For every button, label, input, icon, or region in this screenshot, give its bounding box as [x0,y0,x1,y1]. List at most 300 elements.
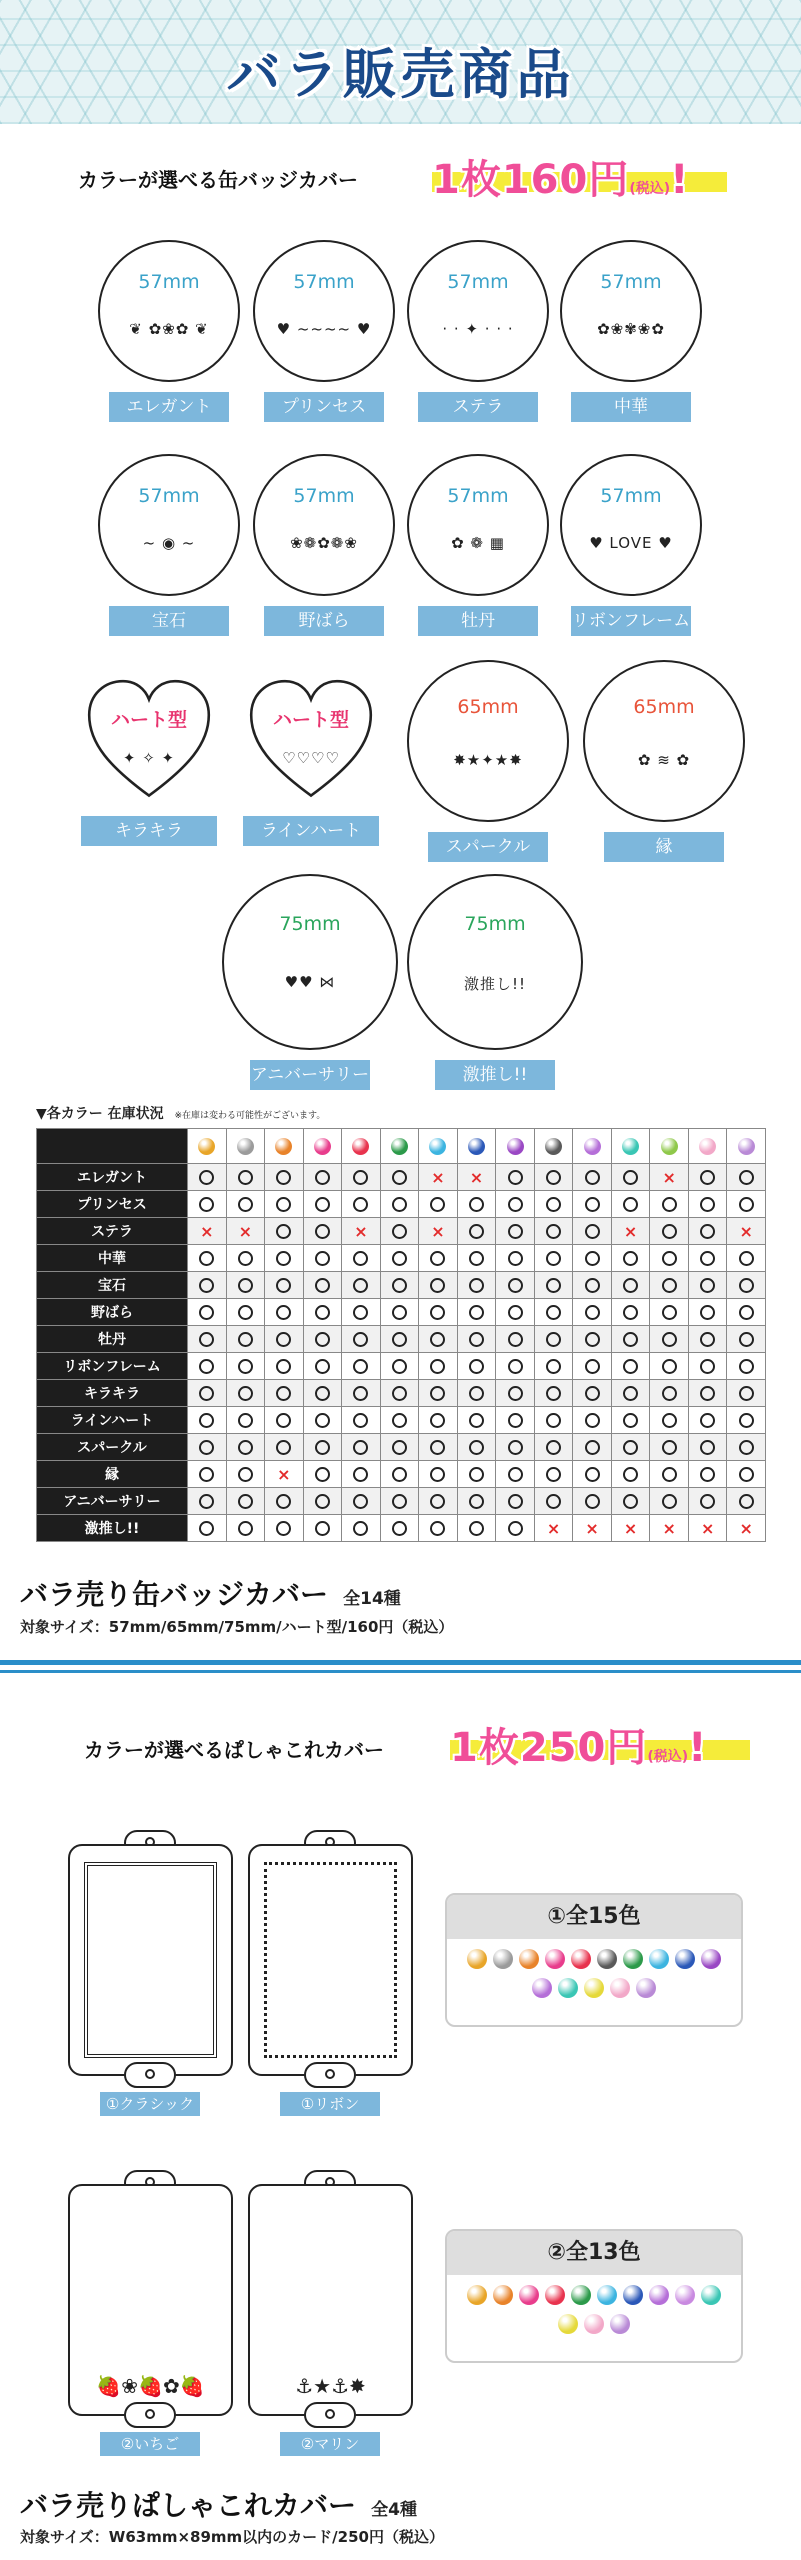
stock-cell [573,1380,612,1407]
badge-decoration-icon: ❀❁✿❁❀ [290,534,358,552]
stock-cell [226,1488,265,1515]
in-stock-icon [469,1467,484,1482]
color-header-cell [727,1129,766,1164]
stock-cell [419,1380,458,1407]
badge-decoration-icon: ♡♡♡♡ [282,749,340,767]
card-frame [68,1844,233,2076]
badge-size-text: ハート型 [272,709,349,731]
card-cover-item[interactable] [248,1830,413,2090]
in-stock-icon [546,1386,561,1401]
color-dot-icon [558,2314,578,2334]
badge-label: 縁 [604,832,724,862]
card-hole-icon [304,2062,356,2088]
stock-cell [419,1299,458,1326]
stock-cell [419,1434,458,1461]
stock-cell [342,1488,381,1515]
out-of-stock-icon: × [662,1518,676,1538]
in-stock-icon [315,1197,330,1212]
badge-item[interactable] [253,454,395,596]
in-stock-icon [430,1197,445,1212]
in-stock-icon [199,1251,214,1266]
in-stock-icon [276,1170,291,1185]
in-stock-icon [430,1467,445,1482]
color-group-1-title: ①全15色 [447,1895,741,1939]
in-stock-icon [353,1467,368,1482]
row-name: リボンフレーム [37,1353,188,1380]
in-stock-icon [739,1359,754,1374]
stock-cell [380,1353,419,1380]
in-stock-icon [430,1332,445,1347]
circle-badge-shape [407,660,569,822]
in-stock-icon [700,1413,715,1428]
stock-cell [303,1353,342,1380]
badge-decoration-icon: ✿ ≋ ✿ [637,751,691,769]
table-row [37,1353,766,1380]
circle-badge-shape [407,454,549,596]
badge-size-text: 57mm [447,485,509,507]
stock-cell [342,1515,381,1542]
stock-cell [380,1299,419,1326]
in-stock-icon [430,1440,445,1455]
in-stock-icon [276,1359,291,1374]
in-stock-icon [585,1278,600,1293]
card-cover-item[interactable] [248,2170,413,2430]
in-stock-icon [508,1305,523,1320]
stock-cell [534,1326,573,1353]
in-stock-icon [353,1305,368,1320]
stock-cell [303,1299,342,1326]
in-stock-icon [199,1386,214,1401]
stock-cell [688,1353,727,1380]
in-stock-icon [392,1305,407,1320]
in-stock-icon [238,1332,253,1347]
in-stock-icon [276,1197,291,1212]
stock-cell [611,1299,650,1326]
stock-cell [419,1326,458,1353]
badge-decoration-icon: ~ ◉ ~ [142,534,196,552]
in-stock-icon [623,1359,638,1374]
in-stock-icon [199,1413,214,1428]
in-stock-icon [315,1521,330,1536]
stock-cell [380,1488,419,1515]
color-dot-icon [519,2285,539,2305]
stock-cell [650,1191,689,1218]
in-stock-icon [315,1467,330,1482]
card-cover-item[interactable] [68,2170,233,2430]
stock-cell [226,1191,265,1218]
stock-cell [265,1272,304,1299]
in-stock-icon [353,1278,368,1293]
color-group-2-swatches [447,2275,741,2353]
stock-cell [188,1218,227,1245]
stock-cell [688,1488,727,1515]
stock-cell [303,1515,342,1542]
in-stock-icon [430,1305,445,1320]
stock-cell [303,1461,342,1488]
badge-size-text: 57mm [138,271,200,293]
badge-price-banner [432,148,727,203]
stock-cell [534,1353,573,1380]
badge-section-heading: カラーが選べる缶バッジカバー [78,168,358,192]
stock-cell [650,1380,689,1407]
badge-decoration-icon: ♥ LOVE ♥ [589,534,673,552]
stock-heading-text: ▼各カラー 在庫状況 [36,1106,164,1122]
in-stock-icon [508,1224,523,1239]
badge-item[interactable] [246,676,376,806]
stock-cell [688,1245,727,1272]
color-dot-icon [597,2285,617,2305]
in-stock-icon [739,1494,754,1509]
in-stock-icon [623,1251,638,1266]
in-stock-icon [662,1251,677,1266]
in-stock-icon [315,1278,330,1293]
card-cover-item[interactable] [68,1830,233,2090]
color-dot-icon [623,2285,643,2305]
badge-decoration-icon: 激推し!! [463,975,527,993]
in-stock-icon [353,1170,368,1185]
badge-size-text: 75mm [279,913,341,935]
strawberry-decoration-icon: 🍓❀🍓✿🍓 [96,2374,205,2398]
in-stock-icon [199,1278,214,1293]
in-stock-icon [623,1197,638,1212]
stock-note: ※在庫は変わる可能性がございます。 [174,1111,326,1121]
color-swatch-icon [352,1138,369,1155]
stock-cell [727,1326,766,1353]
stock-cell [226,1164,265,1191]
badge-size-text: 57mm [138,485,200,507]
stock-cell [534,1515,573,1542]
in-stock-icon [353,1332,368,1347]
color-swatch-icon [622,1138,639,1155]
stock-cell [611,1191,650,1218]
color-group-2-title: ②全13色 [447,2231,741,2275]
stock-cell [534,1299,573,1326]
in-stock-icon [353,1494,368,1509]
stock-cell [342,1326,381,1353]
stock-cell [457,1164,496,1191]
in-stock-icon [623,1332,638,1347]
stock-cell [534,1272,573,1299]
stock-cell [650,1353,689,1380]
badge-decoration-icon: ✸★✦★✸ [453,751,523,769]
in-stock-icon [700,1467,715,1482]
stock-cell [457,1515,496,1542]
stock-cell [688,1191,727,1218]
out-of-stock-icon: × [546,1518,561,1538]
stock-cell [727,1191,766,1218]
stock-cell [380,1380,419,1407]
stock-cell [496,1272,535,1299]
in-stock-icon [546,1359,561,1374]
in-stock-icon [276,1224,291,1239]
badge-item[interactable] [407,660,569,822]
in-stock-icon [739,1197,754,1212]
in-stock-icon [700,1278,715,1293]
in-stock-icon [469,1521,484,1536]
badge-item[interactable] [253,240,395,382]
stock-cell [419,1191,458,1218]
in-stock-icon [392,1278,407,1293]
color-swatch-icon [661,1138,678,1155]
circle-badge-shape [98,240,240,382]
circle-badge-shape [560,454,702,596]
color-swatch-icon [468,1138,485,1155]
stock-cell [573,1164,612,1191]
cover-summary-sizes: 対象サイズ：W63mm×89mm以内のカード/250円（税込） [20,2528,444,2546]
stock-cell [650,1461,689,1488]
out-of-stock-icon: × [623,1221,638,1241]
stock-cell [573,1515,612,1542]
stock-cell [534,1164,573,1191]
color-header-cell [303,1129,342,1164]
in-stock-icon [238,1197,253,1212]
in-stock-icon [508,1440,523,1455]
badge-item[interactable] [583,660,745,822]
stock-cell [688,1218,727,1245]
badge-item[interactable] [98,454,240,596]
badge-item[interactable] [222,874,398,1050]
stock-cell [188,1434,227,1461]
color-swatch-icon [237,1138,254,1155]
color-dot-icon [493,1949,513,1969]
badge-item[interactable] [407,240,549,382]
stock-cell [573,1407,612,1434]
color-header-cell [342,1129,381,1164]
in-stock-icon [700,1305,715,1320]
stock-cell [573,1353,612,1380]
stock-cell [650,1245,689,1272]
in-stock-icon [585,1440,600,1455]
stock-cell [611,1218,650,1245]
in-stock-icon [238,1305,253,1320]
badge-item[interactable] [98,240,240,382]
badge-decoration-icon: ♥ ~~~~ ♥ [276,320,372,338]
stock-cell [265,1164,304,1191]
stock-cell [611,1353,650,1380]
stock-cell [265,1488,304,1515]
stock-cell [380,1326,419,1353]
in-stock-icon [546,1197,561,1212]
color-header-cell [265,1129,304,1164]
in-stock-icon [662,1494,677,1509]
in-stock-icon [546,1305,561,1320]
stock-cell [611,1272,650,1299]
in-stock-icon [662,1278,677,1293]
stock-cell [688,1326,727,1353]
badge-item[interactable] [84,676,214,806]
stock-cell [688,1407,727,1434]
stock-cell [188,1326,227,1353]
stock-cell [611,1515,650,1542]
in-stock-icon [662,1467,677,1482]
badge-label: 宝石 [109,606,229,636]
in-stock-icon [585,1251,600,1266]
stock-cell [188,1299,227,1326]
stock-cell [380,1191,419,1218]
stock-cell [650,1488,689,1515]
color-swatch-icon [738,1138,755,1155]
stock-cell [496,1326,535,1353]
stock-cell [303,1488,342,1515]
badge-decoration-icon: · · ✦ · · · [442,320,514,338]
color-header-cell [188,1129,227,1164]
row-name: 中華 [37,1245,188,1272]
in-stock-icon [430,1386,445,1401]
in-stock-icon [392,1359,407,1374]
out-of-stock-icon: × [238,1221,252,1241]
circle-badge-shape [407,874,583,1050]
row-name: プリンセス [37,1191,188,1218]
color-dot-icon [532,1978,552,1998]
stock-cell [457,1191,496,1218]
in-stock-icon [623,1494,638,1509]
in-stock-icon [623,1278,638,1293]
in-stock-icon [353,1413,368,1428]
stock-cell [188,1272,227,1299]
in-stock-icon [353,1251,368,1266]
badge-size-text: 57mm [293,271,355,293]
row-name: 野ばら [37,1299,188,1326]
in-stock-icon [353,1197,368,1212]
card-frame [248,1844,413,2076]
color-swatch-icon [584,1138,601,1155]
in-stock-icon [700,1440,715,1455]
stock-cell [457,1434,496,1461]
stock-cell [534,1380,573,1407]
badge-item[interactable] [560,240,702,382]
in-stock-icon [392,1521,407,1536]
in-stock-icon [585,1467,600,1482]
table-row [37,1272,766,1299]
stock-cell [611,1488,650,1515]
in-stock-icon [585,1359,600,1374]
in-stock-icon [585,1386,600,1401]
cover-section-heading: カラーが選べるぱしゃこれカバー [84,1738,384,1762]
in-stock-icon [508,1494,523,1509]
table-row [37,1218,766,1245]
stock-cell [573,1191,612,1218]
stock-cell [380,1434,419,1461]
in-stock-icon [315,1494,330,1509]
stock-cell [496,1434,535,1461]
badge-summary-sizes: 対象サイズ：57mm/65mm/75mm/ハート型/160円（税込） [20,1618,454,1636]
stock-cell [342,1353,381,1380]
color-swatch-icon [275,1138,292,1155]
in-stock-icon [739,1386,754,1401]
color-dot-icon [584,2314,604,2334]
in-stock-icon [662,1305,677,1320]
stock-cell [727,1353,766,1380]
in-stock-icon [315,1413,330,1428]
in-stock-icon [199,1521,214,1536]
color-swatch-icon [391,1138,408,1155]
badge-size-text: 75mm [464,913,526,935]
in-stock-icon [199,1359,214,1374]
stock-cell [650,1272,689,1299]
card-hole-icon [124,2402,176,2428]
in-stock-icon [315,1170,330,1185]
row-name: ラインハート [37,1407,188,1434]
in-stock-icon [546,1170,561,1185]
in-stock-icon [199,1305,214,1320]
badge-size-text: ハート型 [110,709,187,731]
in-stock-icon [508,1278,523,1293]
row-name: スパークル [37,1434,188,1461]
stock-cell [265,1515,304,1542]
classic-frame-icon [84,1862,217,2058]
stock-cell [496,1353,535,1380]
table-row [37,1326,766,1353]
table-row [37,1380,766,1407]
stock-cell [534,1407,573,1434]
stock-cell [226,1461,265,1488]
in-stock-icon [469,1413,484,1428]
stock-cell [380,1245,419,1272]
stock-cell [727,1218,766,1245]
cover-price-tax: (税込) [647,1749,689,1765]
in-stock-icon [546,1467,561,1482]
stock-cell [265,1434,304,1461]
in-stock-icon [199,1197,214,1212]
badge-decoration-icon: ❦ ✿❀✿ ❦ [129,320,209,338]
color-dot-icon [675,1949,695,1969]
in-stock-icon [430,1359,445,1374]
in-stock-icon [469,1278,484,1293]
stock-cell [457,1218,496,1245]
in-stock-icon [662,1224,677,1239]
stock-cell [573,1272,612,1299]
badge-item[interactable] [407,454,549,596]
table-row [37,1515,766,1542]
in-stock-icon [199,1494,214,1509]
badge-item[interactable] [560,454,702,596]
stock-cell [303,1164,342,1191]
stock-cell [457,1407,496,1434]
in-stock-icon [469,1305,484,1320]
stock-cell [419,1461,458,1488]
badge-label: 中華 [571,392,691,422]
stock-cell [611,1245,650,1272]
out-of-stock-icon: × [277,1464,291,1484]
stock-cell [419,1164,458,1191]
stock-cell [457,1353,496,1380]
stock-cell [650,1326,689,1353]
stock-cell [573,1434,612,1461]
badge-item[interactable] [407,874,583,1050]
divider-top [0,1660,801,1665]
badge-size-text: 65mm [633,696,695,718]
in-stock-icon [623,1305,638,1320]
stock-cell [342,1461,381,1488]
stock-cell [573,1245,612,1272]
stock-cell [188,1353,227,1380]
in-stock-icon [199,1467,214,1482]
color-header-cell [573,1129,612,1164]
out-of-stock-icon: × [354,1221,368,1241]
stock-cell [342,1245,381,1272]
in-stock-icon [700,1359,715,1374]
card-frame [248,2184,413,2416]
in-stock-icon [392,1494,407,1509]
in-stock-icon [276,1305,291,1320]
stock-cell [188,1488,227,1515]
badge-price: 1枚160円 [432,157,630,203]
stock-cell [727,1461,766,1488]
row-name: 激推し!! [37,1515,188,1542]
stock-cell [496,1299,535,1326]
color-header-cell [380,1129,419,1164]
table-corner [37,1129,188,1164]
